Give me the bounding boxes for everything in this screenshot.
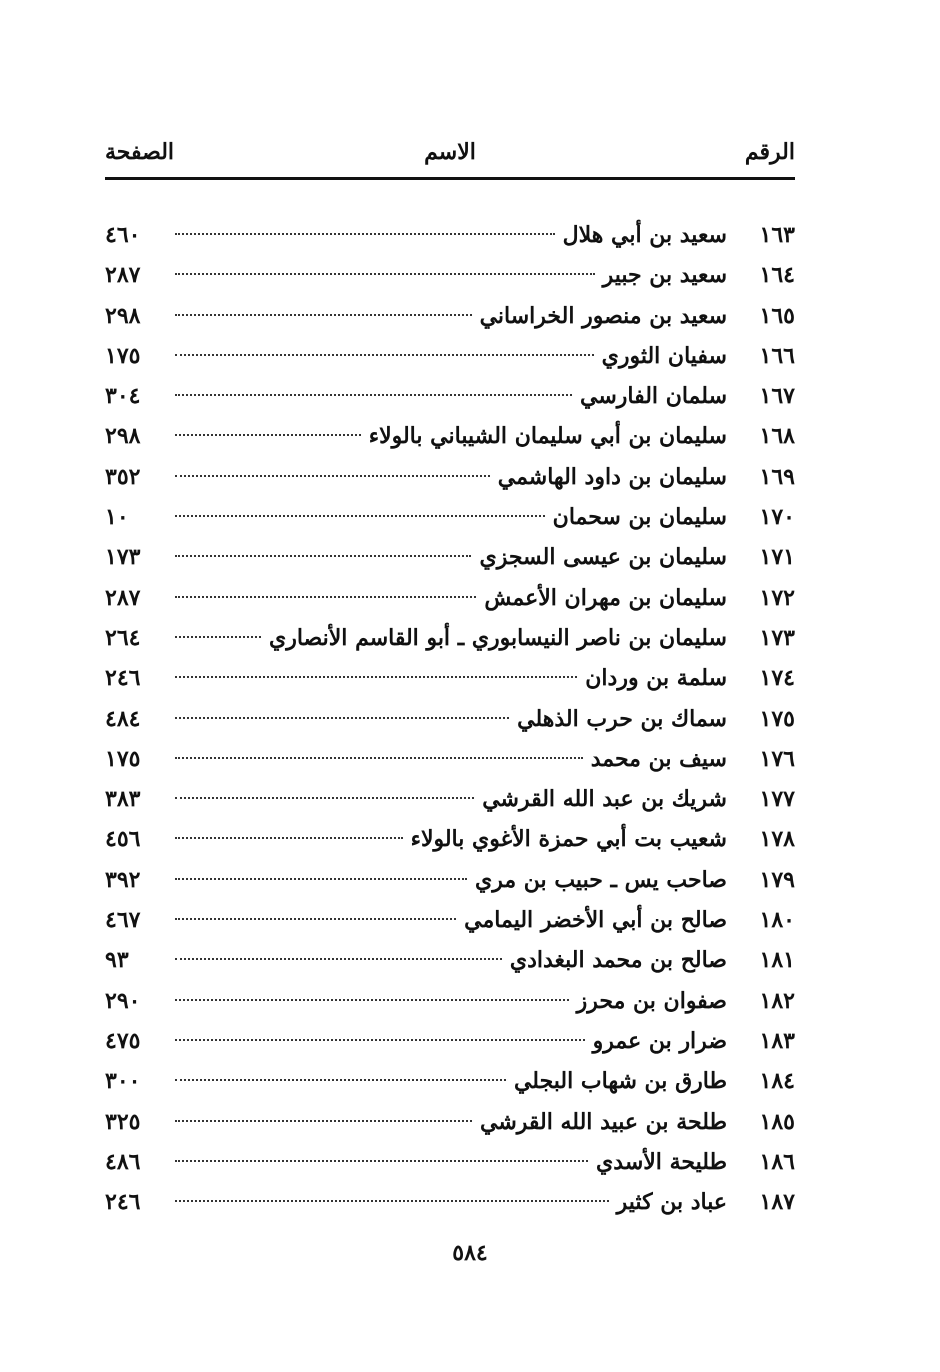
entry-name: شريك بن عبد الله القرشي: [482, 786, 727, 813]
number-column-header: الرقم: [744, 139, 795, 165]
index-header: [105, 135, 795, 180]
dot-leader: [175, 1120, 472, 1122]
entry-page: ٢٩٠: [105, 987, 141, 1014]
dot-leader: [175, 918, 456, 920]
dot-leader: [175, 314, 472, 316]
entry-number: ١٨٢: [759, 987, 795, 1014]
entry-page: ٩٣: [105, 947, 129, 974]
entry-number: ١٧٨: [759, 826, 795, 853]
dot-leader: [175, 837, 403, 839]
dot-leader: [175, 515, 545, 517]
dot-leader: [175, 797, 474, 799]
entry-number: ١٨٦: [759, 1148, 795, 1175]
index-entry: [105, 296, 795, 336]
entry-name: سلمة بن وردان: [585, 665, 727, 692]
entry-name: سليمان بن عيسى السجزي: [479, 544, 727, 571]
index-entry: [105, 618, 795, 658]
entry-number: ١٨٠: [759, 907, 795, 934]
page-column-header: الصفحة: [105, 139, 175, 165]
entry-number: ١٨٧: [759, 1189, 795, 1216]
entry-name: سيف بن محمد: [590, 745, 727, 772]
entry-number: ١٧٧: [759, 786, 795, 813]
entry-number: ١٧١: [759, 544, 795, 571]
index-entry: [105, 497, 795, 537]
entry-page: ١٠: [105, 504, 129, 531]
entry-name: سفيان الثوري: [601, 342, 727, 369]
entry-page: ٢٤٦: [105, 1189, 141, 1216]
entry-name: طارق بن شهاب البجلي: [513, 1068, 727, 1095]
entry-name: طليحة الأسدي: [596, 1148, 727, 1175]
dot-leader: [175, 676, 577, 678]
entry-page: ٣٩٢: [105, 866, 141, 893]
index-entry: [105, 940, 795, 980]
index-entry: [105, 255, 795, 295]
index-entry: [105, 1021, 795, 1061]
entry-name: عباد بن كثير: [616, 1189, 727, 1216]
dot-leader: [175, 636, 261, 638]
entry-name: سعيد بن جبير: [602, 262, 727, 289]
entry-page: ٤٨٦: [105, 1148, 141, 1175]
entry-number: ١٧٠: [759, 504, 795, 531]
dot-leader: [175, 354, 594, 356]
entry-page: ١٧٣: [105, 544, 141, 571]
dot-leader: [175, 596, 476, 598]
entry-page: ٣٨٣: [105, 786, 141, 813]
dot-leader: [175, 233, 555, 235]
index-entry: [105, 457, 795, 497]
entry-name: طلحة بن عبيد الله القرشي: [480, 1108, 727, 1135]
entry-number: ١٨٤: [759, 1068, 795, 1095]
index-entry: [105, 699, 795, 739]
entry-name: سعيد بن أبي هلال: [562, 222, 727, 248]
entry-number: ١٧٢: [759, 584, 795, 611]
page-number: ٥٨٤: [452, 1240, 488, 1266]
entry-page: ٢٦٤: [105, 624, 141, 651]
entry-page: ١٧٥: [105, 342, 141, 369]
entry-page: ٣٥٢: [105, 463, 141, 490]
index-entry: [105, 1102, 795, 1142]
dot-leader: [175, 1079, 506, 1081]
entry-name: سليمان بن سحمان: [552, 504, 727, 531]
index-entries-list: [105, 215, 795, 1222]
entry-page: ٤٨٤: [105, 705, 141, 732]
index-entry: [105, 1142, 795, 1182]
index-entry: [105, 819, 795, 859]
index-entry: [105, 981, 795, 1021]
dot-leader: [175, 555, 471, 557]
entry-name: سماك بن حرب الذهلي: [517, 705, 727, 732]
entry-number: ١٧٤: [759, 665, 795, 692]
dot-leader: [175, 475, 490, 477]
entry-name: سعيد بن منصور الخراساني: [479, 302, 727, 329]
index-entry: [105, 779, 795, 819]
entry-page: ٢٤٦: [105, 665, 141, 692]
index-entry: [105, 658, 795, 698]
entry-number: ١٧٥: [759, 705, 795, 732]
entry-name: ضرار بن عمرو: [592, 1027, 727, 1054]
index-entry: [105, 376, 795, 416]
entry-page: ٢٨٧: [105, 584, 141, 611]
entry-number: ١٦٧: [759, 383, 795, 410]
dot-leader: [175, 878, 467, 880]
entry-name: سليمان بن مهران الأعمش: [484, 584, 727, 611]
entry-page: ٢٩٨: [105, 302, 141, 329]
entry-number: ١٦٩: [759, 463, 795, 490]
entry-page: ٣٢٥: [105, 1108, 141, 1135]
entry-number: ١٦٤: [759, 262, 795, 289]
index-entry: [105, 215, 795, 255]
entry-name: صاحب يس ـ حبيب بن مري: [475, 866, 727, 893]
entry-number: ١٦٣: [759, 222, 795, 248]
dot-leader: [175, 394, 572, 396]
dot-leader: [175, 1039, 585, 1041]
entry-name: صفوان بن محرز: [576, 987, 727, 1014]
entry-name: سليمان بن داود الهاشمي: [497, 463, 727, 490]
index-entry: [105, 1061, 795, 1101]
entry-page: ٤٥٦: [105, 826, 141, 853]
entry-name: صالح بن محمد البغدادي: [509, 947, 727, 974]
entry-page: ٣٠٤: [105, 383, 141, 410]
dot-leader: [175, 999, 569, 1001]
index-entry: [105, 416, 795, 456]
entry-page: ٤٦٠: [105, 222, 141, 248]
index-entry: [105, 537, 795, 577]
entry-number: ١٦٨: [759, 423, 795, 450]
entry-number: ١٨٣: [759, 1027, 795, 1054]
entry-page: ٢٨٧: [105, 262, 141, 289]
entry-name: سلمان الفارسي: [580, 383, 727, 410]
dot-leader: [175, 1160, 588, 1162]
entry-number: ١٧٣: [759, 624, 795, 651]
entry-number: ١٨٥: [759, 1108, 795, 1135]
index-entry: [105, 739, 795, 779]
dot-leader: [175, 717, 509, 719]
entry-number: ١٧٦: [759, 745, 795, 772]
entry-name: صالح بن أبي الأخضر اليمامي: [464, 907, 727, 934]
entry-page: ١٧٥: [105, 745, 141, 772]
entry-name: سليمان بن ناصر النيسابوري ـ أبو القاسم الأنصاري: [269, 624, 727, 651]
index-entry: [105, 578, 795, 618]
index-entry: [105, 860, 795, 900]
index-entry: [105, 1182, 795, 1222]
entry-page: ٣٠٠: [105, 1068, 141, 1095]
entry-number: ١٦٦: [759, 342, 795, 369]
entry-number: ١٨١: [759, 947, 795, 974]
entry-page: ٤٧٥: [105, 1027, 141, 1054]
entry-name: سليمان بن أبي سليمان الشيباني بالولاء: [368, 423, 727, 450]
dot-leader: [175, 273, 595, 275]
entry-number: ١٦٥: [759, 302, 795, 329]
dot-leader: [175, 434, 361, 436]
dot-leader: [175, 757, 583, 759]
entry-page: ٢٩٨: [105, 423, 141, 450]
entry-number: ١٧٩: [759, 866, 795, 893]
entry-name: شعيب بت أبي حمزة الأغوي بالولاء: [410, 826, 727, 853]
entry-page: ٤٦٧: [105, 907, 141, 934]
index-entry: [105, 336, 795, 376]
dot-leader: [175, 1200, 609, 1202]
index-entry: [105, 900, 795, 940]
name-column-header: الاسم: [424, 139, 476, 165]
dot-leader: [175, 958, 502, 960]
